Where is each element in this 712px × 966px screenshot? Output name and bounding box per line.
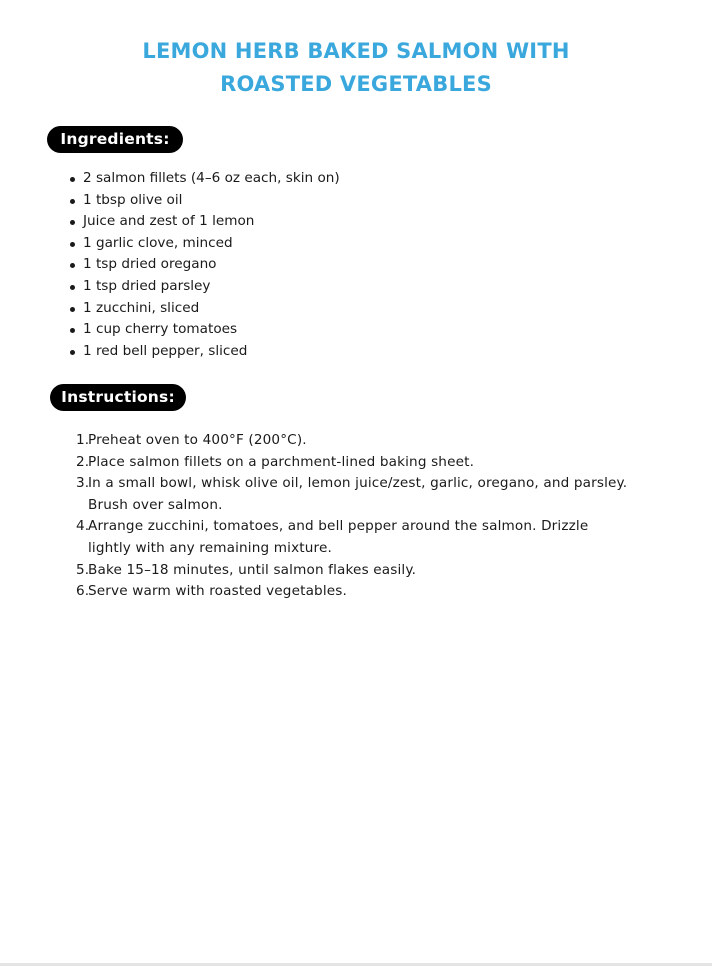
step-text: Bake 15–18 minutes, until salmon flakes easily. (88, 561, 417, 578)
instruction-step (72, 516, 632, 559)
bullet-icon (70, 350, 75, 355)
instruction-step (72, 430, 632, 452)
step-number: 1. (76, 432, 90, 448)
step-text: Arrange zucchini, tomatoes, and bell pepper around the salmon. Drizzle lightly with any remaining mixture. (88, 518, 589, 556)
ingredient-item (66, 190, 340, 212)
ingredient-item (66, 276, 340, 298)
bullet-icon (70, 307, 75, 312)
ingredients-heading: Ingredients: (47, 126, 183, 153)
ingredient-item (66, 298, 340, 320)
step-text: Preheat oven to 400°F (200°C). (88, 432, 307, 448)
instruction-step (72, 473, 632, 516)
instruction-step (72, 452, 632, 474)
ingredient-item (66, 341, 340, 363)
ingredient-text: 1 cup cherry tomatoes (83, 321, 238, 338)
step-number: 4. (76, 518, 90, 535)
step-number: 6. (76, 583, 90, 600)
step-text: In a small bowl, whisk olive oil, lemon juice/zest, garlic, oregano, and parsley. Brush over salmon. (88, 475, 628, 513)
recipe-title-line-2: ROASTED VEGETABLES (220, 72, 492, 96)
bullet-icon (70, 199, 75, 204)
ingredient-item (66, 254, 340, 276)
ingredient-text: 1 garlic clove, minced (83, 234, 233, 251)
bullet-icon (70, 263, 75, 268)
step-number: 5. (76, 561, 90, 578)
bullet-icon (70, 177, 75, 182)
ingredient-text: 1 red bell pepper, sliced (83, 342, 248, 359)
step-text: Serve warm with roasted vegetables. (88, 583, 347, 600)
instruction-step (72, 581, 632, 603)
ingredient-item (66, 168, 340, 190)
bullet-icon (70, 328, 75, 333)
ingredient-text: Juice and zest of 1 lemon (83, 213, 255, 230)
ingredient-text: 1 tbsp olive oil (83, 191, 183, 208)
step-text: Place salmon fillets on a parchment-lined baking sheet. (88, 453, 475, 470)
step-number: 2. (76, 453, 90, 470)
bullet-icon (70, 220, 75, 225)
instruction-step (72, 560, 632, 582)
ingredient-item (66, 233, 340, 255)
ingredient-item (66, 319, 340, 341)
instructions-heading: Instructions: (50, 384, 186, 411)
ingredient-text: 1 tsp dried oregano (83, 256, 217, 273)
bullet-icon (70, 285, 75, 290)
ingredient-item (66, 211, 340, 233)
ingredient-text: 1 zucchini, sliced (83, 299, 200, 316)
ingredient-text: 1 tsp dried parsley (83, 277, 211, 294)
instructions-list (72, 430, 632, 603)
step-number: 3. (76, 475, 90, 492)
bullet-icon (70, 242, 75, 247)
ingredient-text: 2 salmon fillets (4–6 oz each, skin on) (83, 170, 340, 186)
recipe-title-line-1: LEMON HERB BAKED SALMON WITH (142, 39, 570, 63)
recipe-title (0, 35, 712, 101)
ingredients-list (66, 168, 340, 362)
